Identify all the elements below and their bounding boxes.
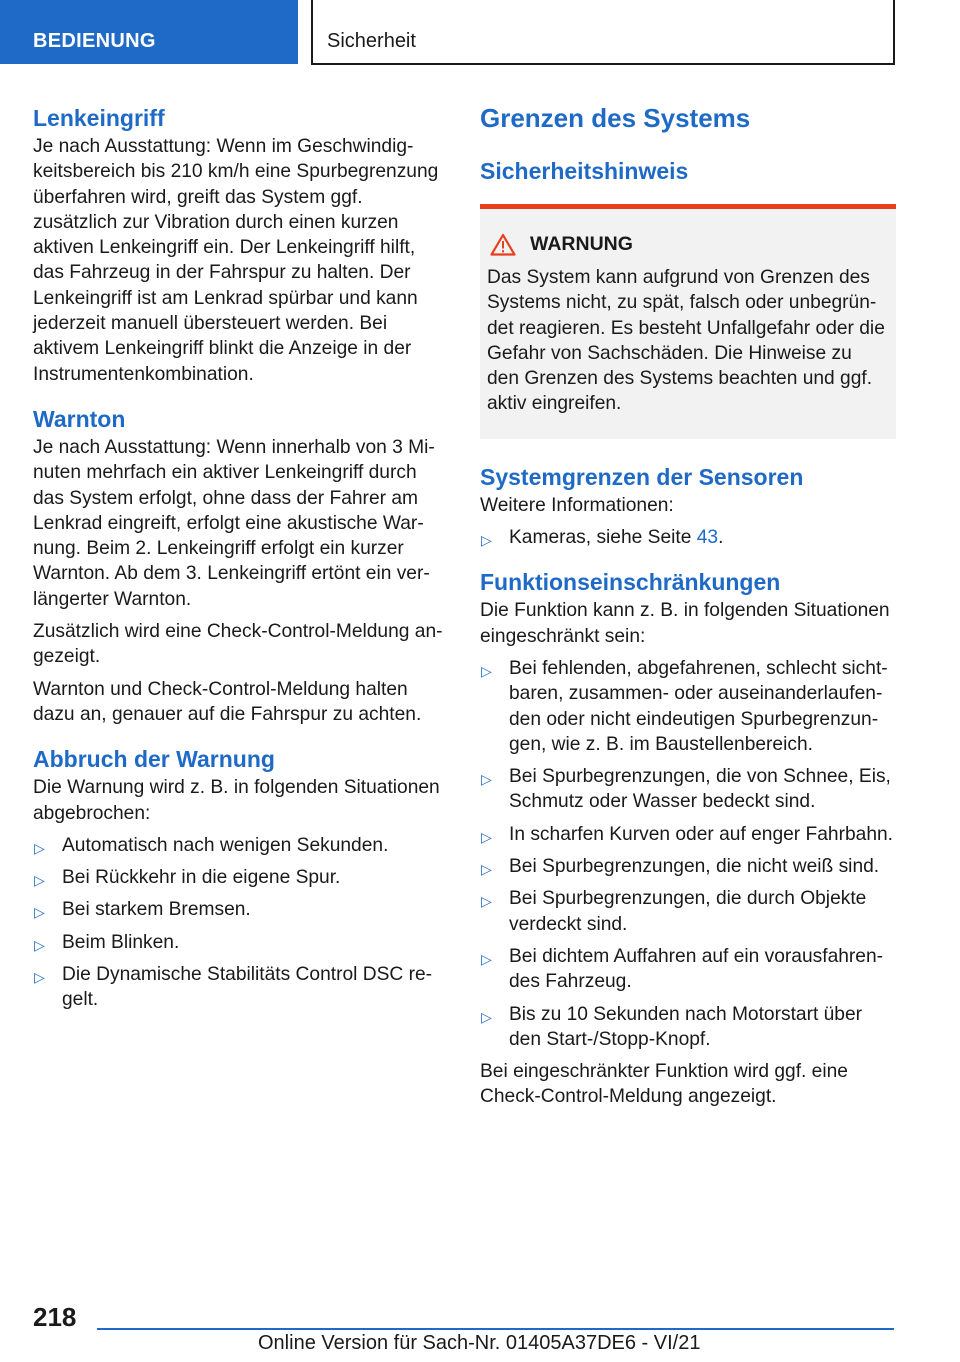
triangle-bullet-icon: ▷: [481, 950, 492, 967]
section-tab: BEDIENUNG: [0, 0, 298, 64]
list-item: ▷ Beim Blinken.: [33, 930, 449, 955]
paragraph-lenkeingriff: Je nach Ausstattung: Wenn im Geschwindigkeitsbereich bis 210 km/h eine Spurbegrenzung überfahren wird, greift das System ggf. zusätzlich zur Vibration durch einen kurzen aktiven Lenkeingriff ein. Der Lenkeingriff hilft, das Fahrzeug in der Fahrspur zu halten. Der Lenkeingriff ist am Lenkrad spürbar und kann jederzeit manuell übersteuert werden. Bei aktivem Lenkeingriff blinkt die Anzeige in der Instrumentenkombination.: [33, 136, 439, 385]
list-item: ▷ Bei Spurbegrenzungen, die von Schnee, Eis, Schmutz oder Wasser bedeckt sind.: [481, 766, 891, 813]
triangle-bullet-icon: ▷: [481, 1008, 492, 1025]
heading-abbruch: Abbruch der Warnung: [33, 746, 275, 773]
list-item: ▷ Bei Spurbegrenzungen, die durch Objekte verdeckt sind.: [481, 888, 867, 935]
warning-label: WARNUNG: [530, 232, 633, 255]
list-item: ▷ Bei Rückkehr in die eigene Spur.: [33, 865, 449, 890]
warning-text: Das System kann aufgrund von Grenzen des Systems nicht, zu spät, falsch oder unbegründet reagieren. Es besteht Unfallgefahr oder die Gefahr von Sachschäden. Die Hinweise zu den Grenzen des Systems beachten und ggf. aktiv eingreifen.: [487, 267, 885, 415]
list-item: ▷ Bei fehlenden, abgefahrenen, schlecht sichtbaren, zusammen- oder auseinanderlaufenden oder nicht eindeutigen Spurbegrenzungen, wie z. B. im Baustellenbereich.: [481, 657, 888, 755]
chapter-title: Sicherheit: [311, 0, 895, 65]
page-footer: [0, 1290, 960, 1362]
warning-triangle-icon: [490, 233, 516, 256]
page-link[interactable]: 43: [696, 527, 719, 549]
right-column: [480, 100, 896, 1110]
triangle-bullet-icon: ▷: [34, 969, 45, 986]
paragraph-funktion: Die Funktion kann z. B. in folgenden Situationen eingeschränkt sein:: [480, 600, 890, 647]
section-title: Grenzen des Systems: [480, 103, 751, 133]
triangle-bullet-icon: ▷: [481, 893, 492, 910]
paragraph-warnton-3: Warnton und Check-Control-Meldung halten dazu an, genauer auf die Fahrspur zu achten.: [33, 678, 422, 725]
list-item: ▷ Die Dynamische Stabilitäts Control DSC regelt.: [34, 964, 433, 1011]
triangle-bullet-icon: ▷: [481, 771, 492, 788]
paragraph-abbruch: Die Warnung wird z. B. in folgenden Situationen abgebrochen:: [33, 777, 440, 824]
heading-lenkeingriff: Lenkeingriff: [33, 105, 165, 131]
paragraph-funktion-closing: Bei eingeschränkter Funktion wird ggf. eine Check-Control-Meldung angezeigt.: [480, 1061, 848, 1108]
list-item: ▷ Bei dichtem Auffahren auf ein vorausfahrendes Fahrzeug.: [481, 945, 884, 993]
triangle-bullet-icon: ▷: [481, 662, 492, 679]
paragraph-sensoren: Weitere Informationen:: [480, 494, 674, 516]
heading-funktion: Funktionseinschränkungen: [480, 569, 781, 596]
list-item: ▷ Kameras, siehe Seite 43.: [480, 525, 896, 550]
list-item: ▷ Bei Spurbegrenzungen, die nicht weiß sind.: [480, 854, 896, 879]
triangle-bullet-icon: ▷: [34, 904, 45, 921]
list-abbruch: [33, 833, 449, 1013]
warning-header: [487, 229, 889, 259]
list-item: ▷ Bei starkem Bremsen.: [33, 897, 449, 922]
triangle-bullet-icon: ▷: [481, 861, 492, 878]
triangle-bullet-icon: ▷: [34, 872, 45, 889]
page-number: 218: [33, 1302, 77, 1332]
page-header: [0, 0, 960, 66]
warning-box: [480, 204, 896, 439]
heading-sensoren: Systemgrenzen der Sensoren: [480, 463, 804, 490]
triangle-bullet-icon: ▷: [481, 828, 492, 845]
list-item: ▷ In scharfen Kurven oder auf enger Fahrbahn.: [480, 822, 896, 847]
paragraph-warnton-2: Zusätzlich wird eine Check-Control-Meldung angezeigt.: [33, 621, 443, 668]
list-funktion: [480, 656, 896, 1052]
paragraph-warnton-1: Je nach Ausstattung: Wenn innerhalb von 3 Minuten mehrfach ein aktiver Lenkeingriff durch das System erfolgt, ohne dass der Fahrer am Lenkrad eingreift, erfolgt eine akustische Warnung. Beim 2. Lenkeingriff erfolgt ein kurzer Warnton. Ab dem 3. Lenkeingriff ertönt ein verlängerter Warnton.: [33, 436, 435, 610]
triangle-bullet-icon: ▷: [34, 936, 45, 953]
list-item: ▷ Bis zu 10 Sekunden nach Motorstart über den Start-/Stopp-Knopf.: [481, 1003, 863, 1050]
subsection-title: Sicherheitshinweis: [480, 158, 689, 184]
triangle-bullet-icon: ▷: [481, 532, 492, 549]
heading-warnton: Warnton: [33, 405, 126, 432]
list-sensoren: [480, 525, 896, 550]
footer-rule: [97, 1328, 894, 1330]
left-column: [33, 100, 449, 1013]
triangle-bullet-icon: ▷: [34, 839, 45, 856]
list-item: ▷ Automatisch nach wenigen Sekunden.: [33, 833, 449, 858]
online-version-note: Online Version für Sach-Nr. 01405A37DE6 - VI/21: [258, 1332, 701, 1354]
